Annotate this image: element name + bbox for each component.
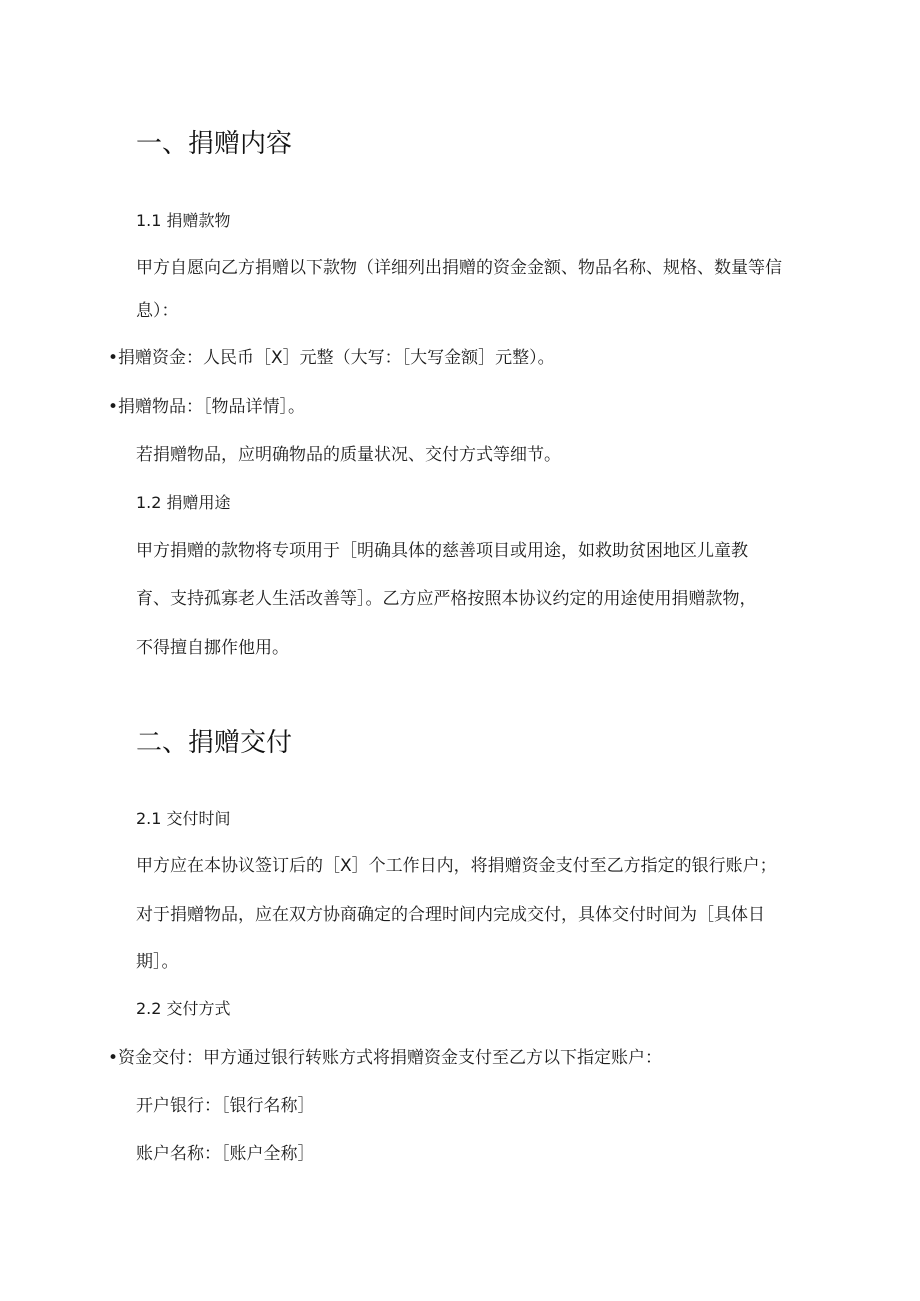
paragraph-line: 不得擅自挪作他用。 [136, 638, 289, 658]
section-heading-donation-content: 一、捐赠内容 [136, 129, 293, 159]
subheading-delivery-time: 2.1 交付时间 [136, 809, 231, 828]
paragraph-line: 甲方自愿向乙方捐赠以下款物（详细列出捐赠的资金金额、物品名称、规格、数量等信 [136, 258, 782, 278]
paragraph-line: 甲方捐赠的款物将专项用于［明确具体的慈善项目或用途，如救助贫困地区儿童教 [136, 541, 748, 561]
bullet-donation-goods: •捐赠物品：［物品详情］。 [108, 397, 306, 417]
paragraph-line: 息）： [136, 301, 179, 321]
account-name-line: 账户名称：［账户全称］ [136, 1144, 315, 1164]
paragraph-line: 甲方应在本协议签订后的［X］个工作日内，将捐赠资金支付至乙方指定的银行账户； [136, 856, 777, 876]
subheading-donation-items: 1.1 捐赠款物 [136, 211, 231, 230]
subheading-delivery-method: 2.2 交付方式 [136, 999, 231, 1018]
paragraph-line: 对于捐赠物品，应在双方协商确定的合理时间内完成交付，具体交付时间为［具体日 [136, 905, 765, 925]
bullet-funds-delivery: •资金交付：甲方通过银行转账方式将捐赠资金支付至乙方以下指定账户： [108, 1048, 663, 1068]
paragraph-line: 育、支持孤寡老人生活改善等］。乙方应严格按照本协议约定的用途使用捐赠款物， [136, 589, 757, 609]
bullet-donation-funds: •捐赠资金：人民币［X］元整（大写：［大写金额］元整）。 [108, 348, 555, 368]
paragraph-line: 若捐赠物品，应明确物品的质量状况、交付方式等细节。 [136, 445, 561, 465]
section-heading-donation-delivery: 二、捐赠交付 [136, 728, 293, 758]
subheading-donation-purpose: 1.2 捐赠用途 [136, 493, 231, 512]
bank-name-line: 开户银行：［银行名称］ [136, 1096, 315, 1116]
paragraph-line: 期］。 [136, 952, 179, 972]
